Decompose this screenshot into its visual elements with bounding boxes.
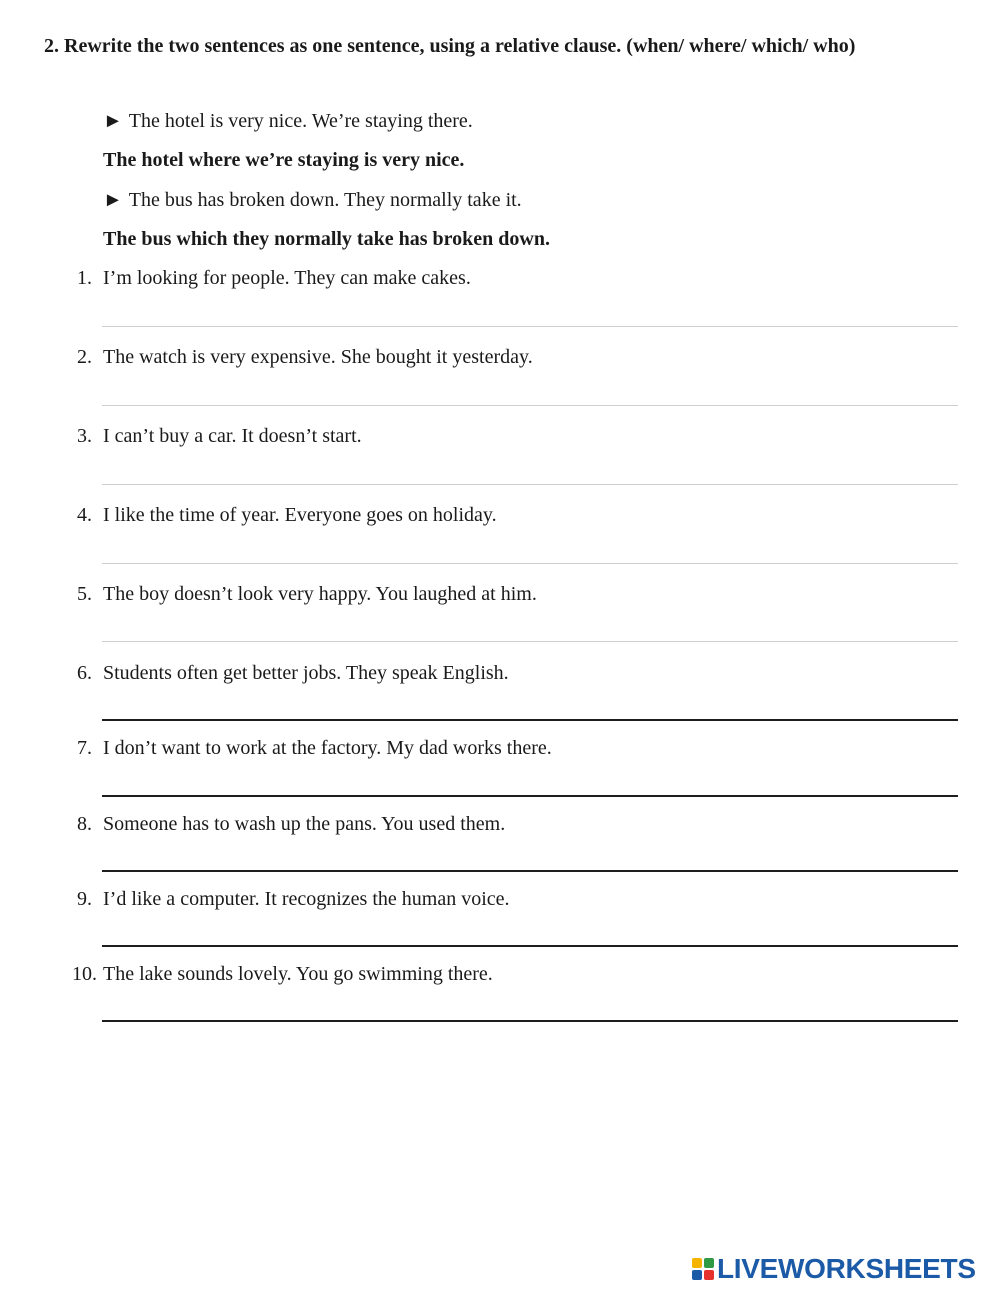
question-text: I like the time of year. Everyone goes on holiday. (103, 504, 497, 526)
question-number: 1. (77, 267, 92, 289)
arrow-bullet-icon: ► (103, 189, 123, 211)
example-2-answer: The bus which they normally take has broken down. (103, 228, 550, 250)
question-3 (0, 425, 1000, 455)
question-number: 9. (77, 888, 92, 910)
example-1-prompt: ► The hotel is very nice. We’re staying there. (103, 110, 473, 132)
question-text: The watch is very expensive. She bought it yesterday. (103, 346, 533, 368)
question-number: 6. (77, 662, 92, 684)
logo-blocks-icon (692, 1258, 714, 1280)
question-7 (0, 737, 1000, 767)
liveworksheets-logo (692, 1254, 976, 1284)
answer-field-3[interactable] (102, 484, 958, 485)
question-4 (0, 504, 1000, 534)
answer-field-4[interactable] (102, 563, 958, 564)
question-text: The boy doesn’t look very happy. You laughed at him. (103, 583, 537, 605)
example-1-answer: The hotel where we’re staying is very nice. (103, 149, 465, 171)
question-text: Students often get better jobs. They speak English. (103, 662, 509, 684)
question-number: 5. (77, 583, 92, 605)
answer-field-7[interactable] (102, 795, 958, 797)
answer-field-1[interactable] (102, 326, 958, 327)
question-5 (0, 583, 1000, 613)
answer-field-2[interactable] (102, 405, 958, 406)
question-text: Someone has to wash up the pans. You used them. (103, 813, 506, 835)
question-10 (0, 963, 1000, 993)
question-number: 2. (77, 346, 92, 368)
question-9 (0, 888, 1000, 918)
question-1 (0, 267, 1000, 297)
answer-field-5[interactable] (102, 641, 958, 642)
arrow-bullet-icon: ► (103, 110, 123, 132)
answer-field-9[interactable] (102, 945, 958, 947)
question-2 (0, 346, 1000, 376)
example-2-prompt: ► The bus has broken down. They normally take it. (103, 189, 522, 211)
question-text: The lake sounds lovely. You go swimming there. (103, 963, 493, 985)
logo-block (704, 1258, 714, 1268)
logo-block (692, 1270, 702, 1280)
question-8 (0, 813, 1000, 843)
question-6 (0, 662, 1000, 692)
answer-field-6[interactable] (102, 719, 958, 721)
question-text: I can’t buy a car. It doesn’t start. (103, 425, 362, 447)
logo-block (692, 1258, 702, 1268)
question-number: 4. (77, 504, 92, 526)
question-number: 10. (72, 963, 97, 985)
question-text: I’d like a computer. It recognizes the human voice. (103, 888, 510, 910)
question-number: 8. (77, 813, 92, 835)
answer-field-10[interactable] (102, 1020, 958, 1022)
question-text: I’m looking for people. They can make cakes. (103, 267, 471, 289)
logo-wordmark: LIVEWORKSHEETS (717, 1253, 976, 1284)
question-text: I don’t want to work at the factory. My dad works there. (103, 737, 552, 759)
instruction-heading: 2. Rewrite the two sentences as one sentence, using a relative clause. (when/ where/ which/ who) (44, 35, 856, 57)
logo-block (704, 1270, 714, 1280)
answer-field-8[interactable] (102, 870, 958, 872)
question-number: 7. (77, 737, 92, 759)
question-number: 3. (77, 425, 92, 447)
